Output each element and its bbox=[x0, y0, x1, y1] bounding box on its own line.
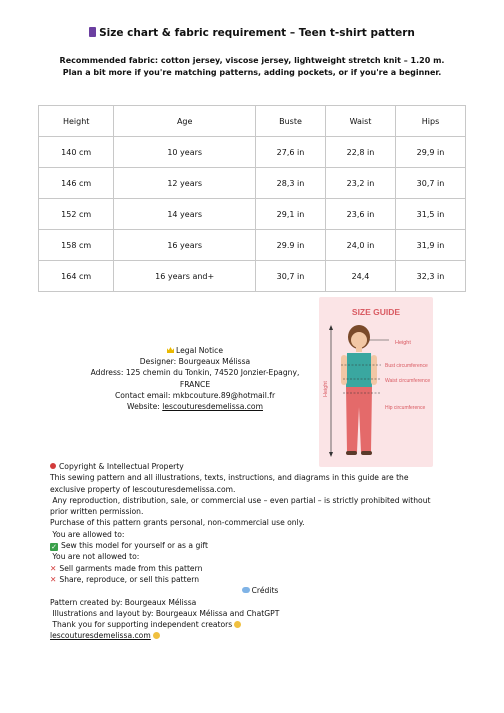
cell-hips: 31,5 in bbox=[395, 199, 465, 230]
cell-bust: 29,1 in bbox=[256, 199, 326, 230]
cell-height: 140 cm bbox=[39, 137, 114, 168]
cell-waist: 22,8 in bbox=[326, 137, 396, 168]
cross-icon: ✕ bbox=[50, 563, 57, 573]
not-allowed-item: ✕ Sell garments made from this pattern bbox=[50, 563, 203, 573]
designer-line: Designer: Bourgeaux Mélissa bbox=[139, 357, 251, 367]
cell-hips: 29,9 in bbox=[395, 137, 465, 168]
copyright-text-1b: exclusive property of lescouturesdemelissa.com. bbox=[50, 484, 236, 494]
guide-label-height: Height bbox=[395, 340, 411, 346]
not-allowed-heading: You are not allowed to: bbox=[50, 552, 140, 562]
table-row bbox=[39, 137, 466, 168]
cell-hips: 30,7 in bbox=[395, 168, 465, 199]
table-header-row bbox=[39, 106, 466, 137]
header-hips: Hips bbox=[395, 106, 465, 137]
not-allowed-item: ✕ Share, reproduce, or sell this pattern bbox=[50, 574, 200, 584]
header-height: Height bbox=[39, 106, 114, 137]
email-line: Contact email: mkbcouture.89@hotmail.fr bbox=[114, 390, 276, 400]
credits-site bbox=[50, 630, 470, 641]
crown-icon bbox=[167, 347, 174, 353]
heart-icon bbox=[153, 632, 160, 639]
recommendation-line-2: Plan a bit more if you're matching patterns, adding pockets, or if you're a beginner. bbox=[62, 68, 442, 77]
cell-age: 12 years bbox=[114, 168, 256, 199]
size-table bbox=[38, 105, 466, 292]
copyright-section bbox=[50, 461, 470, 642]
cell-waist: 23,6 in bbox=[326, 199, 396, 230]
speech-bubble-icon bbox=[242, 587, 250, 593]
credits-site-link[interactable]: lescouturesdemelissa.com bbox=[50, 631, 151, 641]
table-row bbox=[39, 168, 466, 199]
address-line: Address: 125 chemin du Tonkin, 74520 Jonzier-Epagny, bbox=[90, 368, 300, 378]
copyright-text-2b: prior written permission. bbox=[50, 507, 144, 517]
credits-created: Pattern created by: Bourgeaux Mélissa bbox=[50, 597, 197, 607]
girl-figure bbox=[341, 325, 377, 455]
cell-waist: 24,0 in bbox=[326, 230, 396, 261]
cell-bust: 27,6 in bbox=[256, 137, 326, 168]
table-row bbox=[39, 261, 466, 292]
cell-age: 10 years bbox=[114, 137, 256, 168]
header-bust: Buste bbox=[256, 106, 326, 137]
size-guide-illustration bbox=[319, 297, 433, 467]
credits-heading: Crédits bbox=[50, 585, 470, 596]
allowed-item: ✓ Sew this model for yourself or as a gift bbox=[51, 541, 208, 552]
copyright-text-3: Purchase of this pattern grants personal, non-commercial use only. bbox=[50, 518, 305, 528]
table-row bbox=[39, 199, 466, 230]
page-title: Size chart & fabric requirement – Teen t-shirt pattern bbox=[0, 27, 504, 39]
cell-age: 14 years bbox=[114, 199, 256, 230]
cell-bust: 29.9 in bbox=[256, 230, 326, 261]
cell-age: 16 years bbox=[114, 230, 256, 261]
arrow-head-bottom bbox=[329, 452, 333, 457]
country-line: FRANCE bbox=[179, 379, 211, 389]
cross-icon: ✕ bbox=[50, 574, 57, 584]
thread-spool-icon bbox=[89, 27, 96, 37]
copyright-text-2a: Any reproduction, distribution, sale, or commercial use – even partial – is strictly prohibited without bbox=[50, 495, 431, 505]
copyright-text-1a: This sewing pattern and all illustrations, texts, instructions, and diagrams in this guide are the bbox=[50, 473, 409, 483]
cell-bust: 30,7 in bbox=[256, 261, 326, 292]
credits-thanks: Thank you for supporting independent creators bbox=[50, 619, 470, 630]
arrow-head-top bbox=[329, 325, 333, 330]
table-row bbox=[39, 230, 466, 261]
credits-illustrations: Illustrations and layout by: Bourgeaux Mélissa and ChatGPT bbox=[50, 608, 280, 618]
header-age: Age bbox=[114, 106, 256, 137]
cell-height: 152 cm bbox=[39, 199, 114, 230]
heart-icon bbox=[234, 621, 241, 628]
cell-waist: 23,2 in bbox=[326, 168, 396, 199]
fabric-recommendation bbox=[0, 55, 504, 79]
legal-notice bbox=[60, 345, 330, 412]
cell-waist: 24,4 bbox=[326, 261, 396, 292]
cell-bust: 28,3 in bbox=[256, 168, 326, 199]
copyright-heading: Copyright & Intellectual Property bbox=[50, 461, 470, 472]
cell-hips: 32,3 in bbox=[395, 261, 465, 292]
size-guide-title: SIZE GUIDE bbox=[351, 307, 401, 317]
legal-heading: Legal Notice bbox=[60, 345, 330, 356]
recommendation-line-1: Recommended fabric: cotton jersey, viscose jersey, lightweight stretch knit – 1.20 m. bbox=[59, 56, 445, 65]
cell-height: 164 cm bbox=[39, 261, 114, 292]
guide-label-waist: Waist circumference bbox=[385, 378, 431, 384]
guide-label-hip: Hip circumference bbox=[385, 405, 426, 411]
cell-hips: 31,9 in bbox=[395, 230, 465, 261]
allowed-heading: You are allowed to: bbox=[50, 529, 125, 539]
cell-height: 146 cm bbox=[39, 168, 114, 199]
side-height-label: Height bbox=[323, 381, 329, 397]
cell-age: 16 years and+ bbox=[114, 261, 256, 292]
guide-label-bust: Bust circumference bbox=[385, 363, 428, 369]
cell-height: 158 cm bbox=[39, 230, 114, 261]
pushpin-icon bbox=[50, 463, 56, 469]
header-waist: Waist bbox=[326, 106, 396, 137]
check-icon: ✓ bbox=[51, 543, 57, 552]
website-link[interactable]: lescouturesdemelissa.com bbox=[162, 402, 263, 412]
website-line: Website: lescouturesdemelissa.com bbox=[127, 402, 263, 412]
size-guide-figure bbox=[319, 297, 433, 467]
